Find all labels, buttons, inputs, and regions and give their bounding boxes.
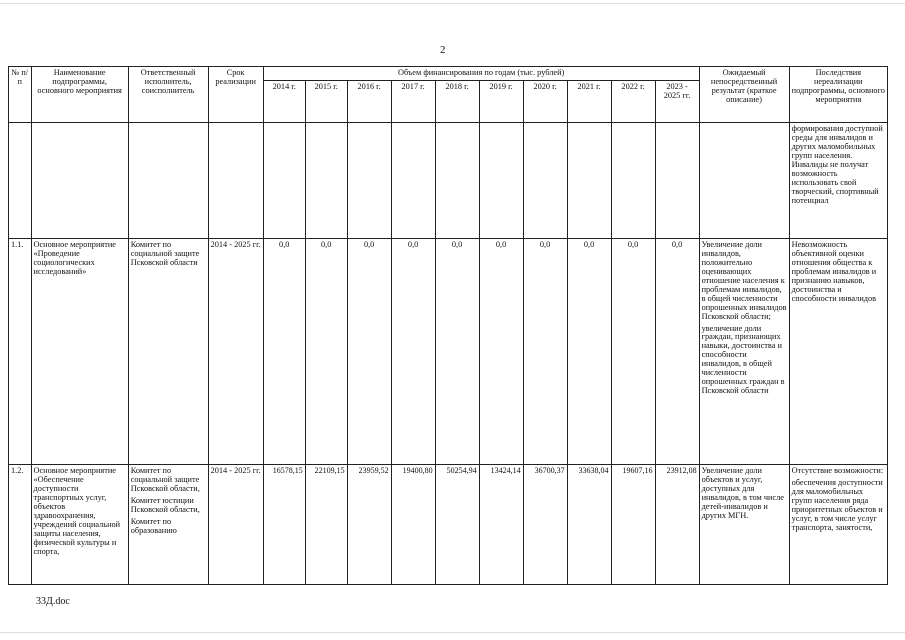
row-value: 0,0 [263,238,305,464]
row-consequences [789,238,887,464]
row-value: 19607,16 [611,464,655,584]
row-value: 0,0 [391,238,435,464]
header-funding: Объем финансирования по годам (тыс. рублей) [263,67,699,81]
row-value: 0,0 [567,238,611,464]
table-row [9,238,888,464]
row-value: 0,0 [435,238,479,464]
row-value: 22109,15 [305,464,347,584]
executor-line: Комитет юстиции Псковской области, [130,495,200,514]
header-year: 2015 г. [305,80,347,122]
row-value: 33638,04 [567,464,611,584]
row-value: 50254,94 [435,464,479,584]
row-value: 0,0 [523,238,567,464]
executor-line: Комитет по социальной защите Псковской области, [130,465,200,493]
consequence-paragraph: Отсутствие возможности: [791,465,884,475]
program-table [8,66,888,585]
header-year: 2020 г. [523,80,567,122]
row-value: 13424,14 [479,464,523,584]
row-name: Основное мероприятие «Проведение социологических исследований» [31,238,128,464]
header-result: Ожидаемый непосредственный результат (краткое описание) [699,67,789,123]
result-paragraph: увеличение доли граждан, признающих навыки, достоинства и способности инвалидов, в общей численности опрошенных граждан в Псковской области [701,323,785,396]
result-paragraph: Увеличение доли объектов и услуг, доступных для инвалидов, в том числе детей-инвалидов и других МГН. [701,465,784,520]
row-num: 1.1. [9,238,32,464]
row-consequences [789,464,887,584]
header-year: 2014 г. [263,80,305,122]
page-number: 2 [440,44,446,56]
consequence-paragraph: Невозможность объективной оценки отношения общества к проблемам инвалидов и признанию навыков, достоинства и способности инвалидов [791,239,877,303]
row-value: 36700,37 [523,464,567,584]
table-row [9,464,888,584]
row-executor [128,238,208,464]
row-value: 19400,80 [391,464,435,584]
header-name: Наименование подпрограммы, основного мероприятия [31,67,128,123]
table-row [9,122,888,238]
footer-filename: 33Д.doc [36,596,70,607]
header-year: 2018 г. [435,80,479,122]
row-value: 0,0 [479,238,523,464]
row-result [699,464,789,584]
row-executor [128,464,208,584]
header-num: № п/п [9,67,32,123]
row-result [699,238,789,464]
row-term: 2014 - 2025 гг. [208,238,263,464]
row-name: Основное мероприятие «Обеспечение доступности транспортных услуг, объектов здравоохранения, учреждений социальной защиты населения, физической культуры и спорта, [31,464,128,584]
row-value: 0,0 [611,238,655,464]
header-year: 2023 - 2025 гг. [655,80,699,122]
row-value: 23959,52 [347,464,391,584]
header-year: 2016 г. [347,80,391,122]
row-value: 16578,15 [263,464,305,584]
header-executor: Ответственный исполнитель, соисполнитель [128,67,208,123]
row-value: 0,0 [305,238,347,464]
row-term: 2014 - 2025 гг. [208,464,263,584]
row-value: 23912,08 [655,464,699,584]
row-value: 0,0 [655,238,699,464]
executor-line: Комитет по образованию [130,516,177,535]
header-term: Срок реализации [208,67,263,123]
consequence-paragraph: обеспечения доступности для маломобильных групп населения ряда приоритетных объектов и услуг, в том числе услуг транспорта, занятости, [791,477,883,532]
continuation-consequences: формирования доступной среды для инвалидов и других маломобильных групп населения. Инвалиды не получат возможность использовать свой творческий, спортивный потенциал [789,122,887,238]
row-num: 1.2. [9,464,32,584]
header-year: 2022 г. [611,80,655,122]
row-value: 0,0 [347,238,391,464]
header-year: 2019 г. [479,80,523,122]
header-year: 2017 г. [391,80,435,122]
executor-line: Комитет по социальной защите Псковской области [130,239,200,267]
result-paragraph: Увеличение доли инвалидов, положительно оценивающих отношение населения к проблемам инвалидов, в общей численности опрошенных инвалидов Псковской области; [701,239,787,321]
header-consequences: Последствия нереализации подпрограммы, основного мероприятия [789,67,887,123]
header-year: 2021 г. [567,80,611,122]
